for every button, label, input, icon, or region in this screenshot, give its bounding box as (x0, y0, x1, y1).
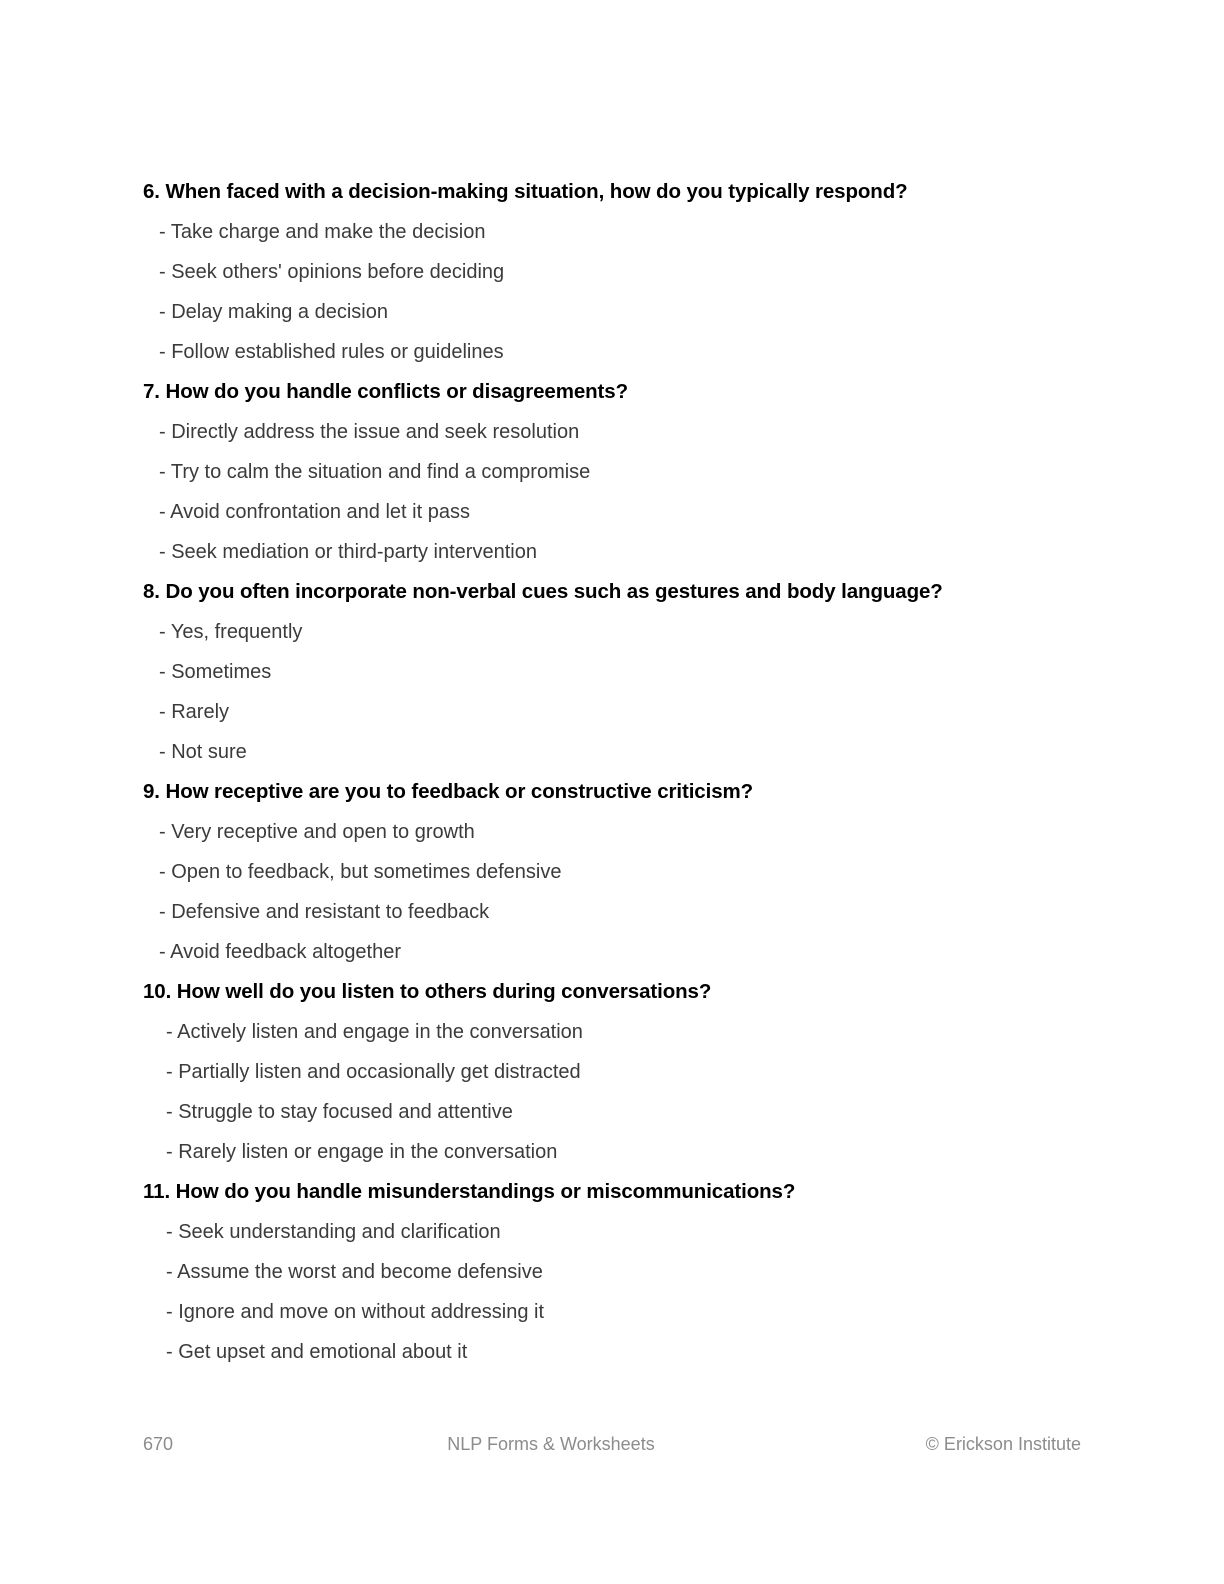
option-item[interactable]: - Rarely (159, 701, 230, 723)
option-item[interactable]: - Actively listen and engage in the conversation (166, 1021, 583, 1043)
question-block-7 (143, 372, 1083, 572)
options-list-7 (143, 412, 1083, 572)
option-item[interactable]: - Try to calm the situation and find a compromise (159, 461, 591, 483)
question-block-11 (143, 1172, 1083, 1372)
options-list-10 (143, 1012, 1083, 1172)
option-item[interactable]: - Rarely listen or engage in the conversation (166, 1141, 558, 1163)
option-item[interactable]: - Sometimes (159, 661, 272, 683)
question-heading-9: 9. How receptive are you to feedback or constructive criticism? (143, 780, 754, 803)
question-heading-10: 10. How well do you listen to others during conversations? (143, 980, 712, 1003)
option-item[interactable]: - Get upset and emotional about it (166, 1341, 468, 1363)
option-item[interactable]: - Defensive and resistant to feedback (159, 901, 490, 923)
option-item[interactable]: - Directly address the issue and seek resolution (159, 421, 580, 443)
option-item[interactable]: - Struggle to stay focused and attentive (166, 1101, 513, 1123)
page-footer (143, 1434, 1081, 1464)
options-list-11 (143, 1212, 1083, 1372)
option-item[interactable]: - Avoid confrontation and let it pass (159, 501, 470, 523)
question-block-9 (143, 772, 1083, 972)
question-heading-6: 6. When faced with a decision-making situation, how do you typically respond? (143, 180, 908, 203)
options-list-8 (143, 612, 1083, 772)
option-item[interactable]: - Ignore and move on without addressing it (166, 1301, 544, 1323)
options-list-6 (143, 212, 1083, 372)
option-item[interactable]: - Follow established rules or guidelines (159, 341, 504, 363)
option-item[interactable]: - Avoid feedback altogether (159, 941, 402, 963)
question-block-8 (143, 572, 1083, 772)
option-item[interactable]: - Seek others' opinions before deciding (159, 261, 505, 283)
option-item[interactable]: - Delay making a decision (159, 301, 388, 323)
option-item[interactable]: - Yes, frequently (159, 621, 303, 643)
question-heading-8: 8. Do you often incorporate non-verbal cues such as gestures and body language? (143, 580, 943, 603)
options-list-9 (143, 812, 1083, 972)
footer-title: NLP Forms & Worksheets (447, 1434, 655, 1454)
question-heading-7: 7. How do you handle conflicts or disagreements? (143, 380, 629, 403)
questions-list (143, 172, 1083, 1372)
question-heading-11: 11. How do you handle misunderstandings or miscommunications? (143, 1180, 796, 1203)
option-item[interactable]: - Partially listen and occasionally get distracted (166, 1061, 581, 1083)
footer-copyright: © Erickson Institute (925, 1434, 1081, 1454)
option-item[interactable]: - Take charge and make the decision (159, 221, 486, 243)
option-item[interactable]: - Open to feedback, but sometimes defensive (159, 861, 562, 883)
question-block-6 (143, 172, 1083, 372)
option-item[interactable]: - Not sure (159, 741, 247, 763)
option-item[interactable]: - Seek understanding and clarification (166, 1221, 501, 1243)
question-block-10 (143, 972, 1083, 1172)
footer-page-number: 670 (143, 1434, 174, 1454)
option-item[interactable]: - Seek mediation or third-party intervention (159, 541, 537, 563)
option-item[interactable]: - Very receptive and open to growth (159, 821, 475, 843)
option-item[interactable]: - Assume the worst and become defensive (166, 1261, 543, 1283)
